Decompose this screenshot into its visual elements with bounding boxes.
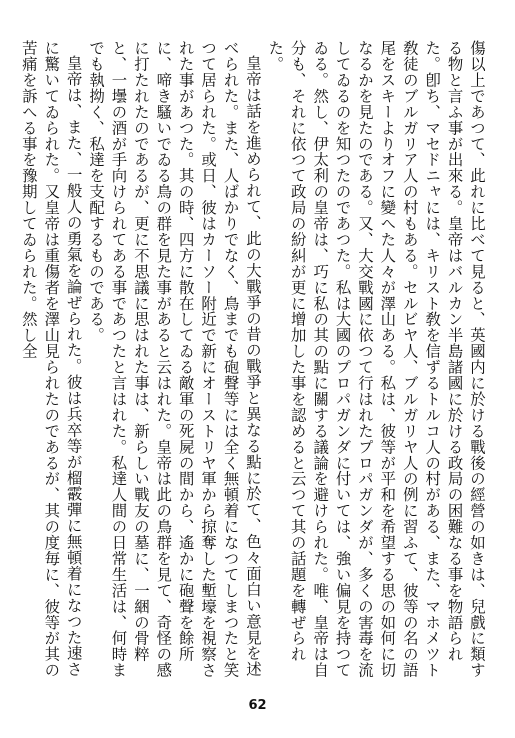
body-text: [19, 40, 488, 678]
paragraph: 皇帝は、また、一般人の勇氣を論ぜられた。彼は兵卒等が榴霰彈に無頓着になつた速さに驚いてゐられた。又皇帝は重傷者を澤山見られたのであるが、其の度毎に、彼等が其の苦痛を訴へる事を豫期してゐられた。然し全: [19, 40, 83, 678]
paragraph: 傷以上であつて、此れに比べて見ると、英國内に於ける戰後の經營の如きは、兒戲に類する物と言ふ事が出來る。皇帝はバルカン半島諸國に於ける政局の困難なる事を物語られた。卽ち、マセドニャには、キリスト敎を信ずるトルコ人の村がある、また、マホメツト敎徒のブルガリア人の村もある。セルビヤ人、ブルガリヤ人の例に習ふて、彼等の名の語尾をスキーよりオフに變へた人々が澤山ある。私は、彼等が平和を希望する思の如何に切なるかを見たのである。又、大交戰國に依つて行はれたプロパガンダが、多くの害毒を流してゐるのを知つたのであつた。私は大國のプロパガンダに付いては、強い偏見を持つてゐる。然し、伊太利の皇帝は、巧に私の其の點に關する議論を避けられた。唯、皇帝は自分も、それに依つて政局の紛糾が更に增加した事を認めると云つて其の話題を轉ぜられた。: [266, 40, 486, 678]
page-number: 62: [248, 698, 267, 713]
paragraph: 皇帝は話を進められて、此の大戰爭の昔の戰爭と異なる點に於て、色々面白い意見を述べられた。また、人ばかりでなく、鳥までも砲聲等には全く無頓着になつてしまつたと笑つて居られた。或日、彼はカーソー附近で新にオーストリヤ軍から掠奪した塹壕を視察された事があつた。其の時、四方に散在してゐる敵軍の死屍の間から、遙かに砲聲を餘所に、啼き騷いでゐる鳥の群を見た事があると云はれた。皇帝は此の鳥群を見て、奇怪の感に打たれたのであるが、更に不思議に思はれた事は、新らしい戰友の墓に、一綑の骨粹と、一壜の酒が手向けられてある事であつたと言はれた。私達人間の日常生活は、何時までも執拗く、私達を支配するものである。: [87, 40, 262, 678]
